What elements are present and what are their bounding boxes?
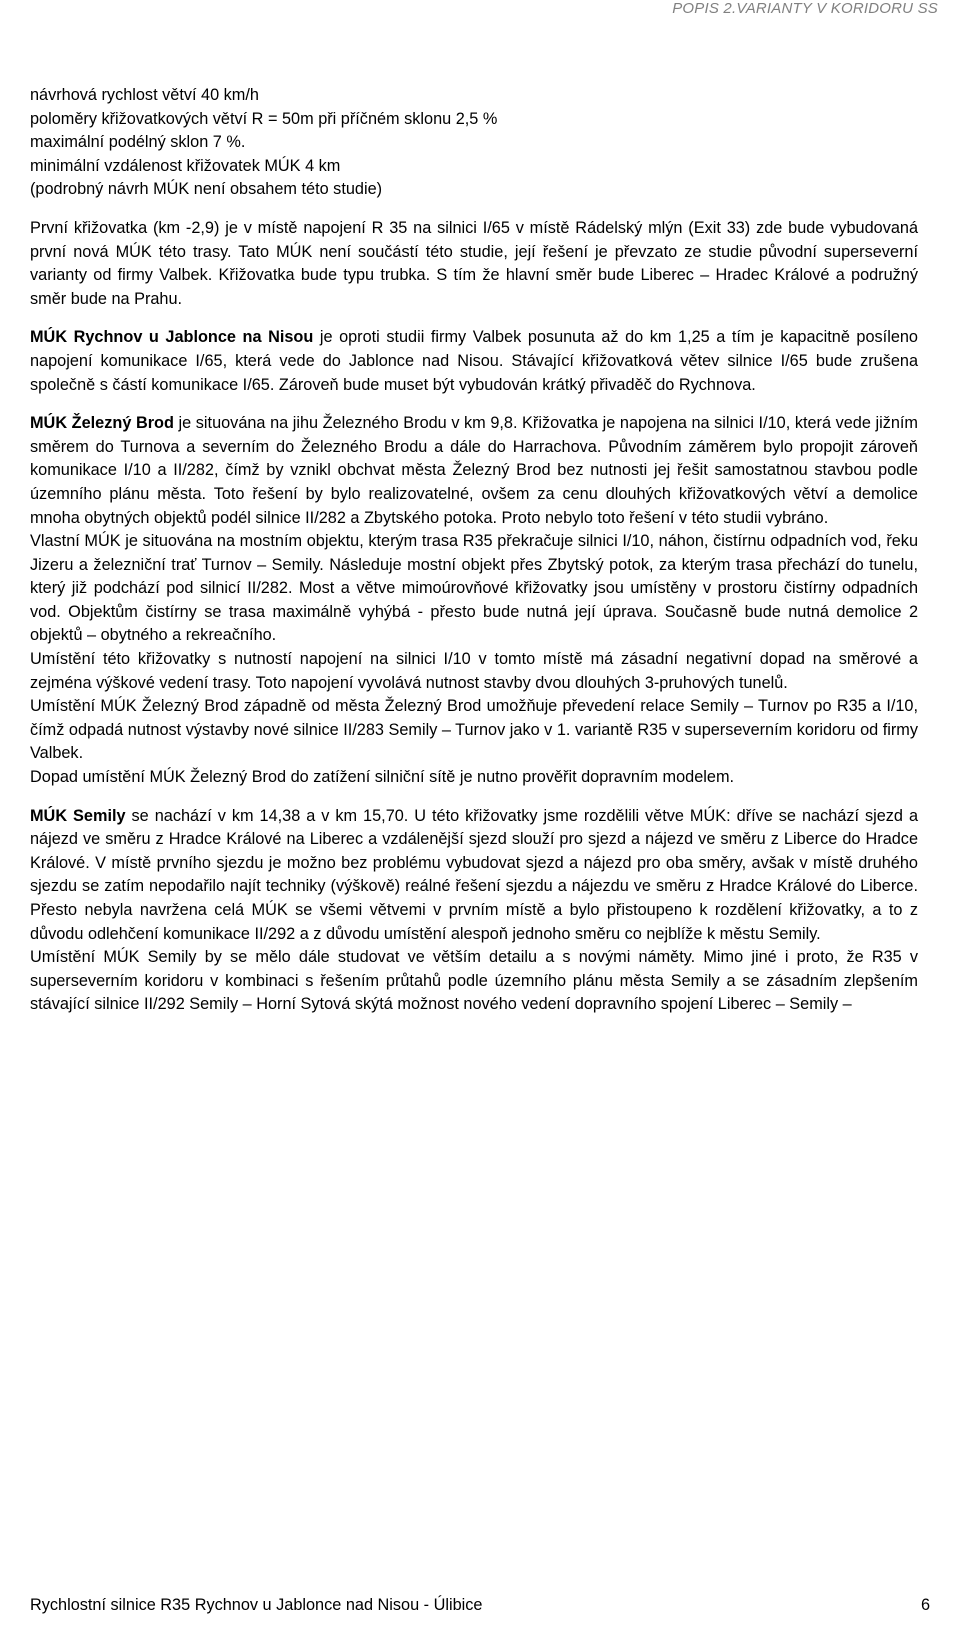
- document-body: [30, 84, 918, 1017]
- param-line: maximální podélný sklon 7 %.: [30, 133, 246, 152]
- paragraph-semily-study: Umístění MÚK Semily by se mělo dále studovat ve větším detailu a s novými náměty. Mimo jiné i proto, že R35 v superseverním koridoru v kombinaci s řešením průtahů podle územního plánu města Semily a se zásadním zlepšením stávající silnice II/292 Semily – Horní Sytová skýtá možnost nového vedení dopravního spojení Liberec – Semily –: [30, 948, 918, 1014]
- paragraph-text: je situována na jihu Železného Brodu v km 9,8. Křižovatka je napojena na silnici I/10, která vede jižním směrem do Turnova a severním do Železného Brodu a dále do Harrachova. Původním záměrem bylo propojit zároveň komunikace I/10 a II/282, čímž by vznikl obchvat města Železný Brod bez nutnosti jej řešit samostatnou stavbou podle územního plánu města. Toto řešení by bylo realizovatelné, ovšem za cenu dlouhých křižovatkových větví a demolice mnoha obytných objektů podél silnice II/282 a Zbytského potoka. Proto nebylo toto řešení v této studii vybráno.: [30, 414, 918, 527]
- paragraph-muk-semily: [30, 805, 918, 947]
- paragraph-muk-zelezny-brod: [30, 412, 918, 530]
- running-header: POPIS 2.VARIANTY V KORIDORU SS: [672, 0, 938, 17]
- paragraph-first-junction: První křižovatka (km -2,9) je v místě napojení R 35 na silnici I/65 v místě Rádelský mlýn (Exit 33) zde bude vybudovaná první nová MÚK této trasy. Tato MÚK není součástí této studie, její řešení je převzato ze studie původní superseverní varianty od firmy Valbek. Křižovatka bude typu trubka. S tím že hlavní směr bude Liberec – Hradec Králové a podružný směr bude na Prahu.: [30, 218, 918, 308]
- paragraph-brod-bridge: Vlastní MÚK je situována na mostním objektu, kterým trasa R35 překračuje silnici I/10, náhon, čistírnu odpadních vod, řeku Jizeru a železniční trať Turnov – Semily. Následuje mostní objekt přes Zbytský potok, za kterým trasa přechází do tunelu, který již podchází pod silnicí II/282. Most a větve mimoúrovňové křižovatky jsou umístěny v prostoru čistírny odpadních vod. Objektům čistírny se trasa maximálně vyhýbá - přesto bude nutná její úprava. Současně bude nutná demolice 2 objektů – obytného a rekreačního.: [30, 532, 918, 645]
- paragraph-muk-rychnov: [30, 326, 918, 397]
- page-footer: [30, 1596, 930, 1615]
- page-number: 6: [920, 1596, 930, 1614]
- footer-title: Rychlostní silnice R35 Rychnov u Jablonce nad Nisou - Úlibice: [30, 1596, 483, 1614]
- param-line: poloměry křižovatkových větví R = 50m při příčném sklonu 2,5 %: [30, 109, 498, 128]
- param-line: (podrobný návrh MÚK není obsahem této studie): [30, 180, 383, 199]
- paragraph-brod-impact: Umístění této křižovatky s nutností napojení na silnici I/10 v tomto místě má zásadní negativní dopad na směrové a zejména výškové vedení trasy. Toto napojení vyvolává nutnost stavby dvou dlouhých 3-pruhových tunelů.: [30, 650, 918, 692]
- paragraph-text: je oproti studii firmy Valbek posunuta až do km 1,25 a tím je kapacitně posíleno napojení komunikace I/65, která vede do Jablonce nad Nisou. Stávající křižovatková větev silnice I/65 bude zrušena společně s částí komunikace I/65. Zároveň bude muset být vybudován krátký přivaděč do Rychnova.: [30, 328, 918, 394]
- heading-muk-semily: MÚK Semily: [30, 806, 126, 825]
- heading-muk-rychnov: MÚK Rychnov u Jablonce na Nisou: [30, 328, 314, 347]
- heading-muk-zelezny-brod: MÚK Železný Brod: [30, 414, 174, 433]
- param-line: návrhová rychlost větví 40 km/h: [30, 86, 259, 104]
- param-line: minimální vzdálenost křižovatek MÚK 4 km: [30, 156, 341, 175]
- paragraph-brod-traffic: Dopad umístění MÚK Železný Brod do zatížení silniční sítě je nutno prověřit dopravním modelem.: [30, 768, 735, 787]
- paragraph-brod-west: Umístění MÚK Železný Brod západně od města Železný Brod umožňuje převedení relace Semily – Turnov po R35 a I/10, čímž odpadá nutnost výstavby nové silnice II/283 Semily – Turnov jako v 1. variantě R35 v superseverním koridoru od firmy Valbek.: [30, 697, 918, 763]
- paragraph-text: se nachází v km 14,38 a v km 15,70. U této křižovatky jsme rozdělili větve MÚK: dříve se nachází sjezd a nájezd ve směru z Hradce Králové na Liberec a vzdálenější sjezd slouží pro sjezd a nájezd ve směru z Liberce do Hradce Králové. V místě prvního sjezdu je možno bez problému vybudovat sjezd a nájezd pro oba směry, avšak v místě druhého sjezdu se zatím nepodařilo najít techniky (výškově) reálné řešení sjezdu a nájezdu ve směru z Hradce Králové do Liberce. Přesto nebyla navržena celá MÚK se všemi větvemi v prvním místě a bylo přistoupeno k rozdělení křižovatky, a to z důvodu odlehčení komunikace II/292 a z důvodu umístění alespoň jednoho směru co nejblíže k městu Semily.: [30, 806, 918, 943]
